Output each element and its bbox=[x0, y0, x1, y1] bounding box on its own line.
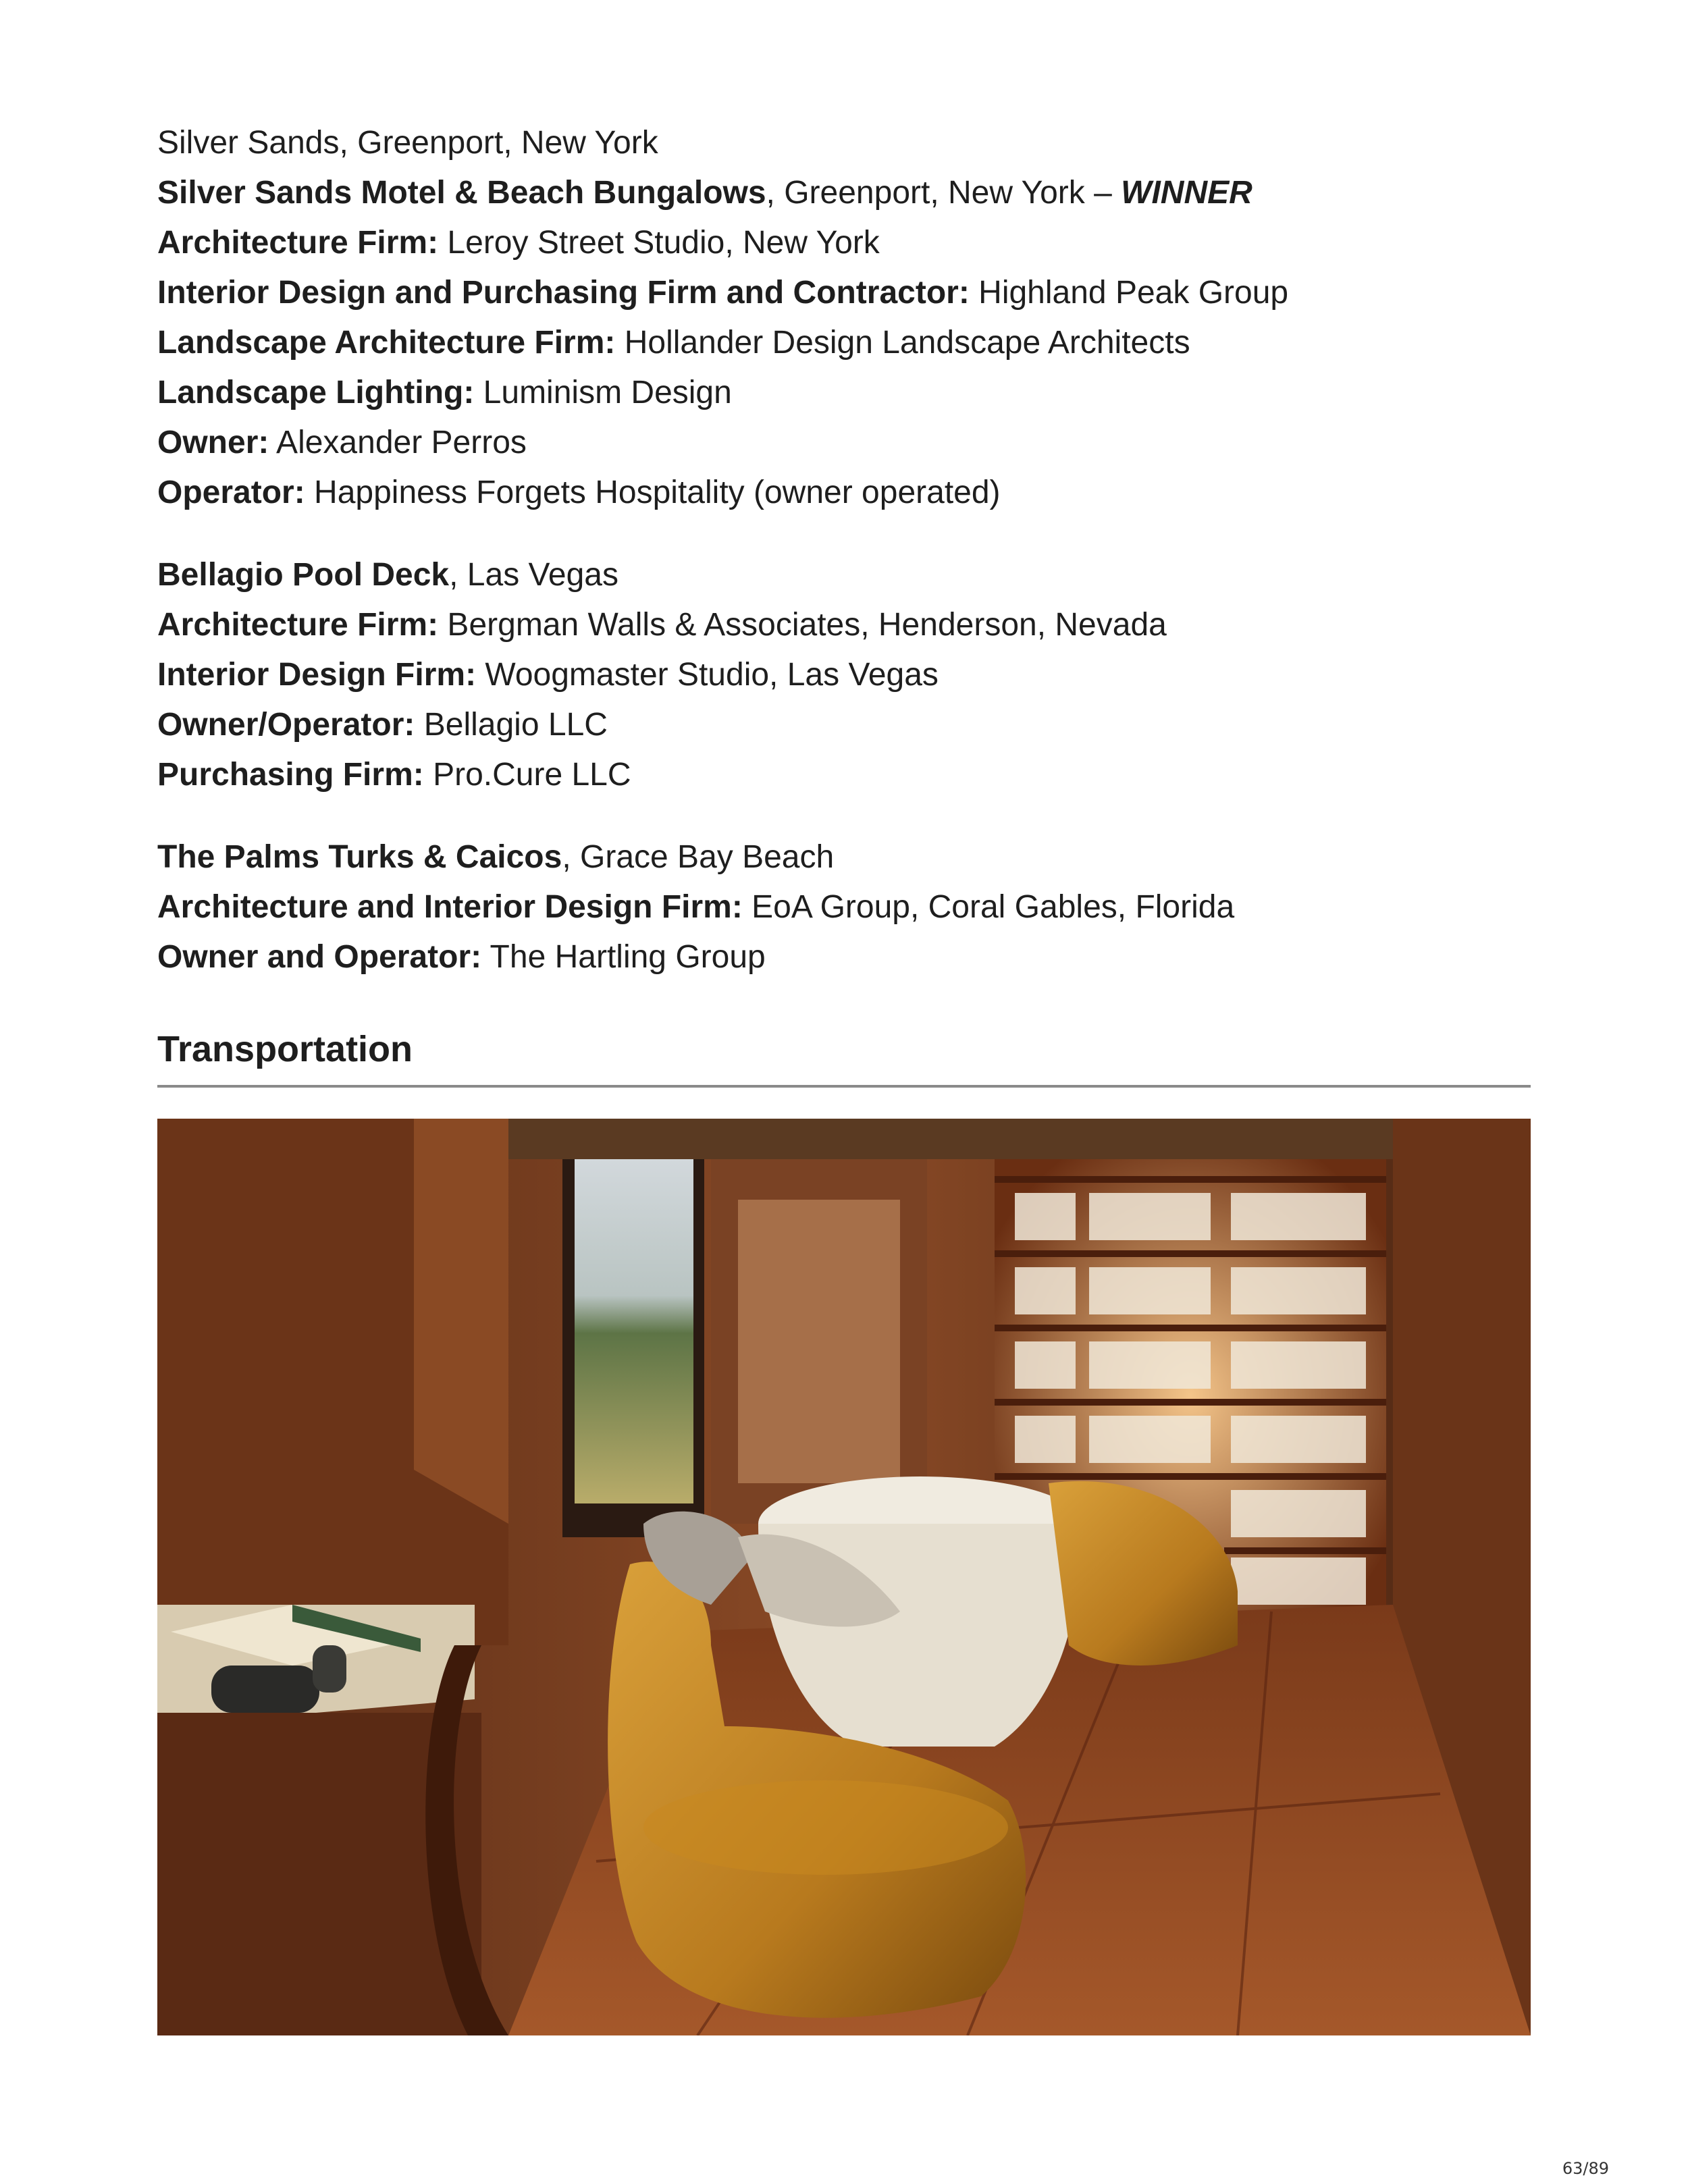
field-value: Hollander Design Landscape Architects bbox=[615, 325, 1190, 361]
entry-line bbox=[157, 600, 1531, 650]
field-value: Leroy Street Studio, New York bbox=[438, 225, 880, 261]
field-value: Bergman Walls & Associates, Henderson, Nevada bbox=[438, 607, 1167, 643]
entry-line bbox=[157, 650, 1531, 700]
entry-line bbox=[157, 218, 1531, 268]
field-value: Woogmaster Studio, Las Vegas bbox=[476, 657, 939, 693]
winner-badge: WINNER bbox=[1121, 175, 1252, 211]
entry-line bbox=[157, 368, 1531, 418]
field-label: Landscape Architecture Firm: bbox=[157, 325, 616, 361]
train-interior-photo bbox=[157, 1119, 1531, 2035]
entry-spacer bbox=[157, 518, 1531, 550]
field-value: The Hartling Group bbox=[481, 939, 766, 975]
field-label: Owner/Operator: bbox=[157, 707, 415, 743]
entry-silver-sands bbox=[157, 118, 1531, 518]
field-value: Bellagio LLC bbox=[415, 707, 608, 743]
field-value: Luminism Design bbox=[474, 375, 732, 410]
section-heading: Transportation bbox=[157, 1026, 1531, 1088]
field-label: Owner: bbox=[157, 425, 269, 460]
field-value: EoA Group, Coral Gables, Florida bbox=[742, 889, 1235, 925]
field-label: Landscape Lighting: bbox=[157, 375, 475, 410]
project-name: The Palms Turks & Caicos bbox=[157, 839, 562, 875]
project-location: , Las Vegas bbox=[449, 557, 618, 593]
field-label: Owner and Operator: bbox=[157, 939, 482, 975]
field-label: Architecture Firm: bbox=[157, 607, 439, 643]
entry-line bbox=[157, 468, 1531, 518]
project-location: , Grace Bay Beach bbox=[562, 839, 835, 875]
field-label: Purchasing Firm: bbox=[157, 757, 424, 793]
field-value: Pro.Cure LLC bbox=[423, 757, 631, 793]
entry-location-text: Silver Sands, Greenport, New York bbox=[157, 125, 658, 161]
project-name: Bellagio Pool Deck bbox=[157, 557, 450, 593]
page-number: 63/89 bbox=[1562, 2159, 1609, 2178]
entry-line bbox=[157, 550, 1531, 600]
entry-line bbox=[157, 700, 1531, 750]
entry-the-palms bbox=[157, 832, 1531, 982]
entry-bellagio bbox=[157, 550, 1531, 800]
entry-line bbox=[157, 832, 1531, 882]
field-value: Happiness Forgets Hospitality (owner operated) bbox=[305, 475, 1001, 510]
field-label: Architecture Firm: bbox=[157, 225, 439, 261]
document-page bbox=[157, 118, 1531, 2035]
field-label: Operator: bbox=[157, 475, 305, 510]
entry-line bbox=[157, 268, 1531, 318]
field-value: Alexander Perros bbox=[269, 425, 527, 460]
field-label: Architecture and Interior Design Firm: bbox=[157, 889, 743, 925]
field-label: Interior Design Firm: bbox=[157, 657, 477, 693]
project-location: , Greenport, New York – bbox=[766, 175, 1122, 211]
entry-line bbox=[157, 882, 1531, 932]
entry-line bbox=[157, 318, 1531, 368]
entry-line bbox=[157, 118, 1531, 168]
entry-line bbox=[157, 168, 1531, 218]
entry-spacer bbox=[157, 800, 1531, 832]
project-name: Silver Sands Motel & Beach Bungalows bbox=[157, 175, 766, 211]
entry-line bbox=[157, 418, 1531, 468]
field-value: Highland Peak Group bbox=[969, 275, 1289, 311]
entry-line bbox=[157, 932, 1531, 982]
field-label: Interior Design and Purchasing Firm and Contractor: bbox=[157, 275, 970, 311]
entry-line bbox=[157, 750, 1531, 800]
